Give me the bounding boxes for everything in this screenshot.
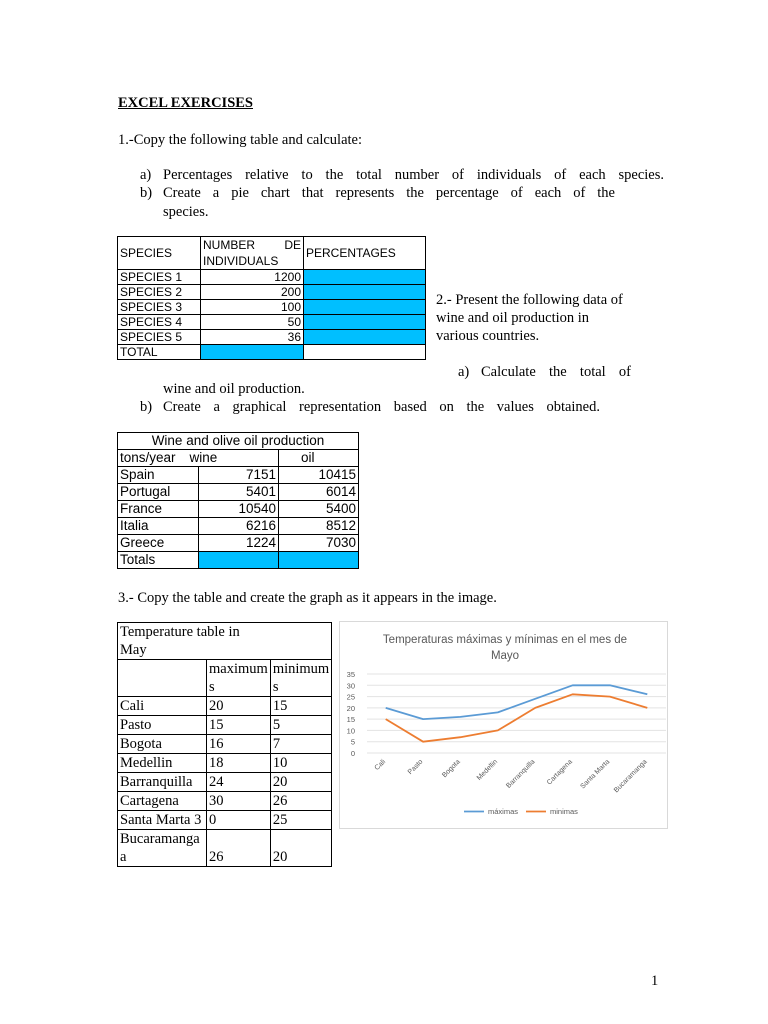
percentage-cell[interactable] <box>304 330 426 345</box>
chart-legend <box>464 807 578 816</box>
table-row-totals <box>118 552 359 569</box>
header-min-line2: s <box>272 679 279 695</box>
wine-value: 7151 <box>199 467 279 484</box>
country-name: Portugal <box>118 484 199 501</box>
ex2-b-text: Create a graphical representation based on the values obtained. <box>163 399 600 415</box>
city-name-line1: Bucaramanga <box>120 831 200 847</box>
header-number-of-individuals <box>201 237 304 270</box>
max-value: 0 <box>207 811 271 830</box>
table-row <box>118 467 359 484</box>
y-tick-label: 20 <box>346 703 355 713</box>
title-part-a: EXCEL EXERCI <box>118 95 228 111</box>
chart-title-line2: Mayo <box>490 650 520 662</box>
total-label: TOTAL <box>118 345 201 360</box>
ex1-a-label: a) <box>140 167 152 183</box>
oil-total-cell[interactable] <box>279 552 359 569</box>
max-value: 15 <box>207 716 271 735</box>
wine-value: 1224 <box>199 535 279 552</box>
header-minimums <box>270 660 331 697</box>
min-value: 5 <box>270 716 331 735</box>
table-row <box>118 811 332 830</box>
species-name: SPECIES 1 <box>118 270 201 285</box>
max-value: 16 <box>207 735 271 754</box>
max-value: 24 <box>207 773 271 792</box>
table-row <box>118 315 426 330</box>
min-value: 20 <box>270 773 331 792</box>
wine-total-cell[interactable] <box>199 552 279 569</box>
table-row <box>118 754 332 773</box>
x-tick-label: Bucaramanga <box>612 758 649 795</box>
species-count: 100 <box>201 300 304 315</box>
percentage-cell[interactable] <box>304 270 426 285</box>
city-name: Barranquilla <box>118 773 207 792</box>
table-row <box>118 330 426 345</box>
country-name: France <box>118 501 199 518</box>
min-value: 26 <box>270 792 331 811</box>
min-value: 10 <box>270 754 331 773</box>
species-count: 36 <box>201 330 304 345</box>
temperature-table <box>117 622 332 867</box>
header-max-line1: maximum <box>209 661 268 677</box>
table-row <box>118 518 359 535</box>
oil-value: 7030 <box>279 535 359 552</box>
min-value: 25 <box>270 811 331 830</box>
y-tick-label: 35 <box>346 670 355 679</box>
header-oil: oil <box>279 450 359 467</box>
ex2-line1: 2.- Present the following data of <box>436 292 623 308</box>
header-percentages: PERCENTAGES <box>304 237 426 270</box>
header-units: tons/year <box>120 450 176 465</box>
header-max-line2: s <box>209 679 215 695</box>
header-species: SPECIES <box>118 237 201 270</box>
table-row <box>118 270 426 285</box>
species-count: 200 <box>201 285 304 300</box>
percentage-cell[interactable] <box>304 315 426 330</box>
oil-value: 10415 <box>279 467 359 484</box>
total-percentage-cell[interactable] <box>304 345 426 360</box>
exercise-3-heading: 3.- Copy the table and create the graph as it appears in the image. <box>118 590 497 606</box>
ex2-b-label: b) <box>140 399 153 415</box>
table-row <box>118 535 359 552</box>
series-line-maximas <box>386 685 648 719</box>
min-value: 20 <box>270 830 331 867</box>
chart-gridlines <box>367 674 666 753</box>
country-name: Italia <box>118 518 199 535</box>
species-count: 50 <box>201 315 304 330</box>
x-tick-label: Barranquilla <box>505 758 537 790</box>
table-row-total <box>118 345 426 360</box>
city-name: Cartagena <box>118 792 207 811</box>
city-name: Medellin <box>118 754 207 773</box>
country-name: Greece <box>118 535 199 552</box>
city-name: Bogota <box>118 735 207 754</box>
ex2-line2: wine and oil production in <box>436 310 590 326</box>
wine-oil-table <box>117 432 359 569</box>
ex2-a-continuation: wine and oil production. <box>163 381 305 397</box>
temperature-title-line2: May <box>120 642 147 658</box>
oil-value: 6014 <box>279 484 359 501</box>
table-row <box>118 830 332 867</box>
empty-header-cell <box>118 660 207 697</box>
oil-value: 5400 <box>279 501 359 518</box>
table-row <box>118 773 332 792</box>
percentage-cell[interactable] <box>304 285 426 300</box>
x-tick-label: Cali <box>373 758 388 772</box>
series-line-minimas <box>386 694 648 741</box>
y-tick-label: 10 <box>346 726 355 736</box>
y-tick-label: 15 <box>346 715 355 725</box>
ex2-a-label: a) <box>458 364 470 380</box>
y-tick-label: 0 <box>350 749 355 758</box>
table-row <box>118 735 332 754</box>
table-row <box>118 501 359 518</box>
title-part-b: SES <box>227 95 253 111</box>
wine-value: 6216 <box>199 518 279 535</box>
min-value: 15 <box>270 697 331 716</box>
table-row <box>118 792 332 811</box>
table-row <box>118 697 332 716</box>
x-tick-label: Bogota <box>441 758 462 780</box>
temperature-table-title <box>118 623 332 660</box>
header-maximums <box>207 660 271 697</box>
max-value: 26 <box>207 830 271 867</box>
chart-title-line1: Temperaturas máximas y mínimas en el mes de <box>382 634 628 646</box>
x-tick-label: Santa Marta <box>579 758 612 791</box>
y-tick-label: 30 <box>346 681 355 691</box>
wine-value: 5401 <box>199 484 279 501</box>
species-count: 1200 <box>201 270 304 285</box>
species-name: SPECIES 5 <box>118 330 201 345</box>
city-name: Cali <box>118 697 207 716</box>
chart-x-axis <box>374 758 649 794</box>
document-title <box>118 95 253 112</box>
x-tick-label: Cartagena <box>545 758 574 787</box>
header-wine: wine <box>189 450 218 465</box>
y-tick-label: 5 <box>350 737 355 747</box>
city-name <box>118 830 207 867</box>
species-table <box>117 236 426 360</box>
totals-label: Totals <box>118 552 199 569</box>
ex2-a-text: Calculate the total of <box>481 364 631 380</box>
exercise-1-heading: 1.-Copy the following table and calculate: <box>118 132 363 148</box>
table-row <box>118 300 426 315</box>
species-name: SPECIES 2 <box>118 285 201 300</box>
header-number-word: NUMBER <box>203 238 256 252</box>
wine-value: 10540 <box>199 501 279 518</box>
chart-series <box>386 685 648 741</box>
table-row <box>118 285 426 300</box>
max-value: 30 <box>207 792 271 811</box>
total-count-cell[interactable] <box>201 345 304 360</box>
header-min-line1: minimum <box>272 661 330 677</box>
x-tick-label: Medellin <box>475 758 500 782</box>
header-individuals-word: INDIVIDUALS <box>203 254 279 268</box>
wine-oil-table-title: Wine and olive oil production <box>118 433 359 450</box>
temperature-title-line1: Temperature table in <box>120 624 240 640</box>
table-row <box>118 716 332 735</box>
temperature-chart <box>339 621 668 829</box>
oil-value: 8512 <box>279 518 359 535</box>
chart-y-axis <box>347 670 355 758</box>
table-row <box>118 484 359 501</box>
max-value: 20 <box>207 697 271 716</box>
page-number: 1 <box>651 973 659 989</box>
species-name: SPECIES 3 <box>118 300 201 315</box>
city-name-line2: a <box>120 849 127 865</box>
percentage-cell[interactable] <box>304 300 426 315</box>
city-name: Pasto <box>118 716 207 735</box>
chart-svg <box>340 622 667 828</box>
y-tick-label: 25 <box>346 692 355 702</box>
ex1-b-text-line1: Create a pie chart that represents the percentage of each of the <box>163 185 615 201</box>
ex1-b-text-line2: species. <box>163 204 209 220</box>
country-name: Spain <box>118 467 199 484</box>
header-de-word: DE <box>284 238 301 252</box>
legend-label: minimas <box>550 807 578 816</box>
max-value: 18 <box>207 754 271 773</box>
ex2-line3: various countries. <box>436 328 540 344</box>
legend-label: máximas <box>488 807 519 816</box>
ex1-b-label: b) <box>140 185 153 201</box>
city-name: Santa Marta 3 <box>118 811 207 830</box>
min-value: 7 <box>270 735 331 754</box>
ex1-a-text: Percentages relative to the total number of individuals of each species. <box>163 167 664 183</box>
species-name: SPECIES 4 <box>118 315 201 330</box>
wine-oil-header <box>118 450 279 467</box>
x-tick-label: Pasto <box>406 758 425 777</box>
